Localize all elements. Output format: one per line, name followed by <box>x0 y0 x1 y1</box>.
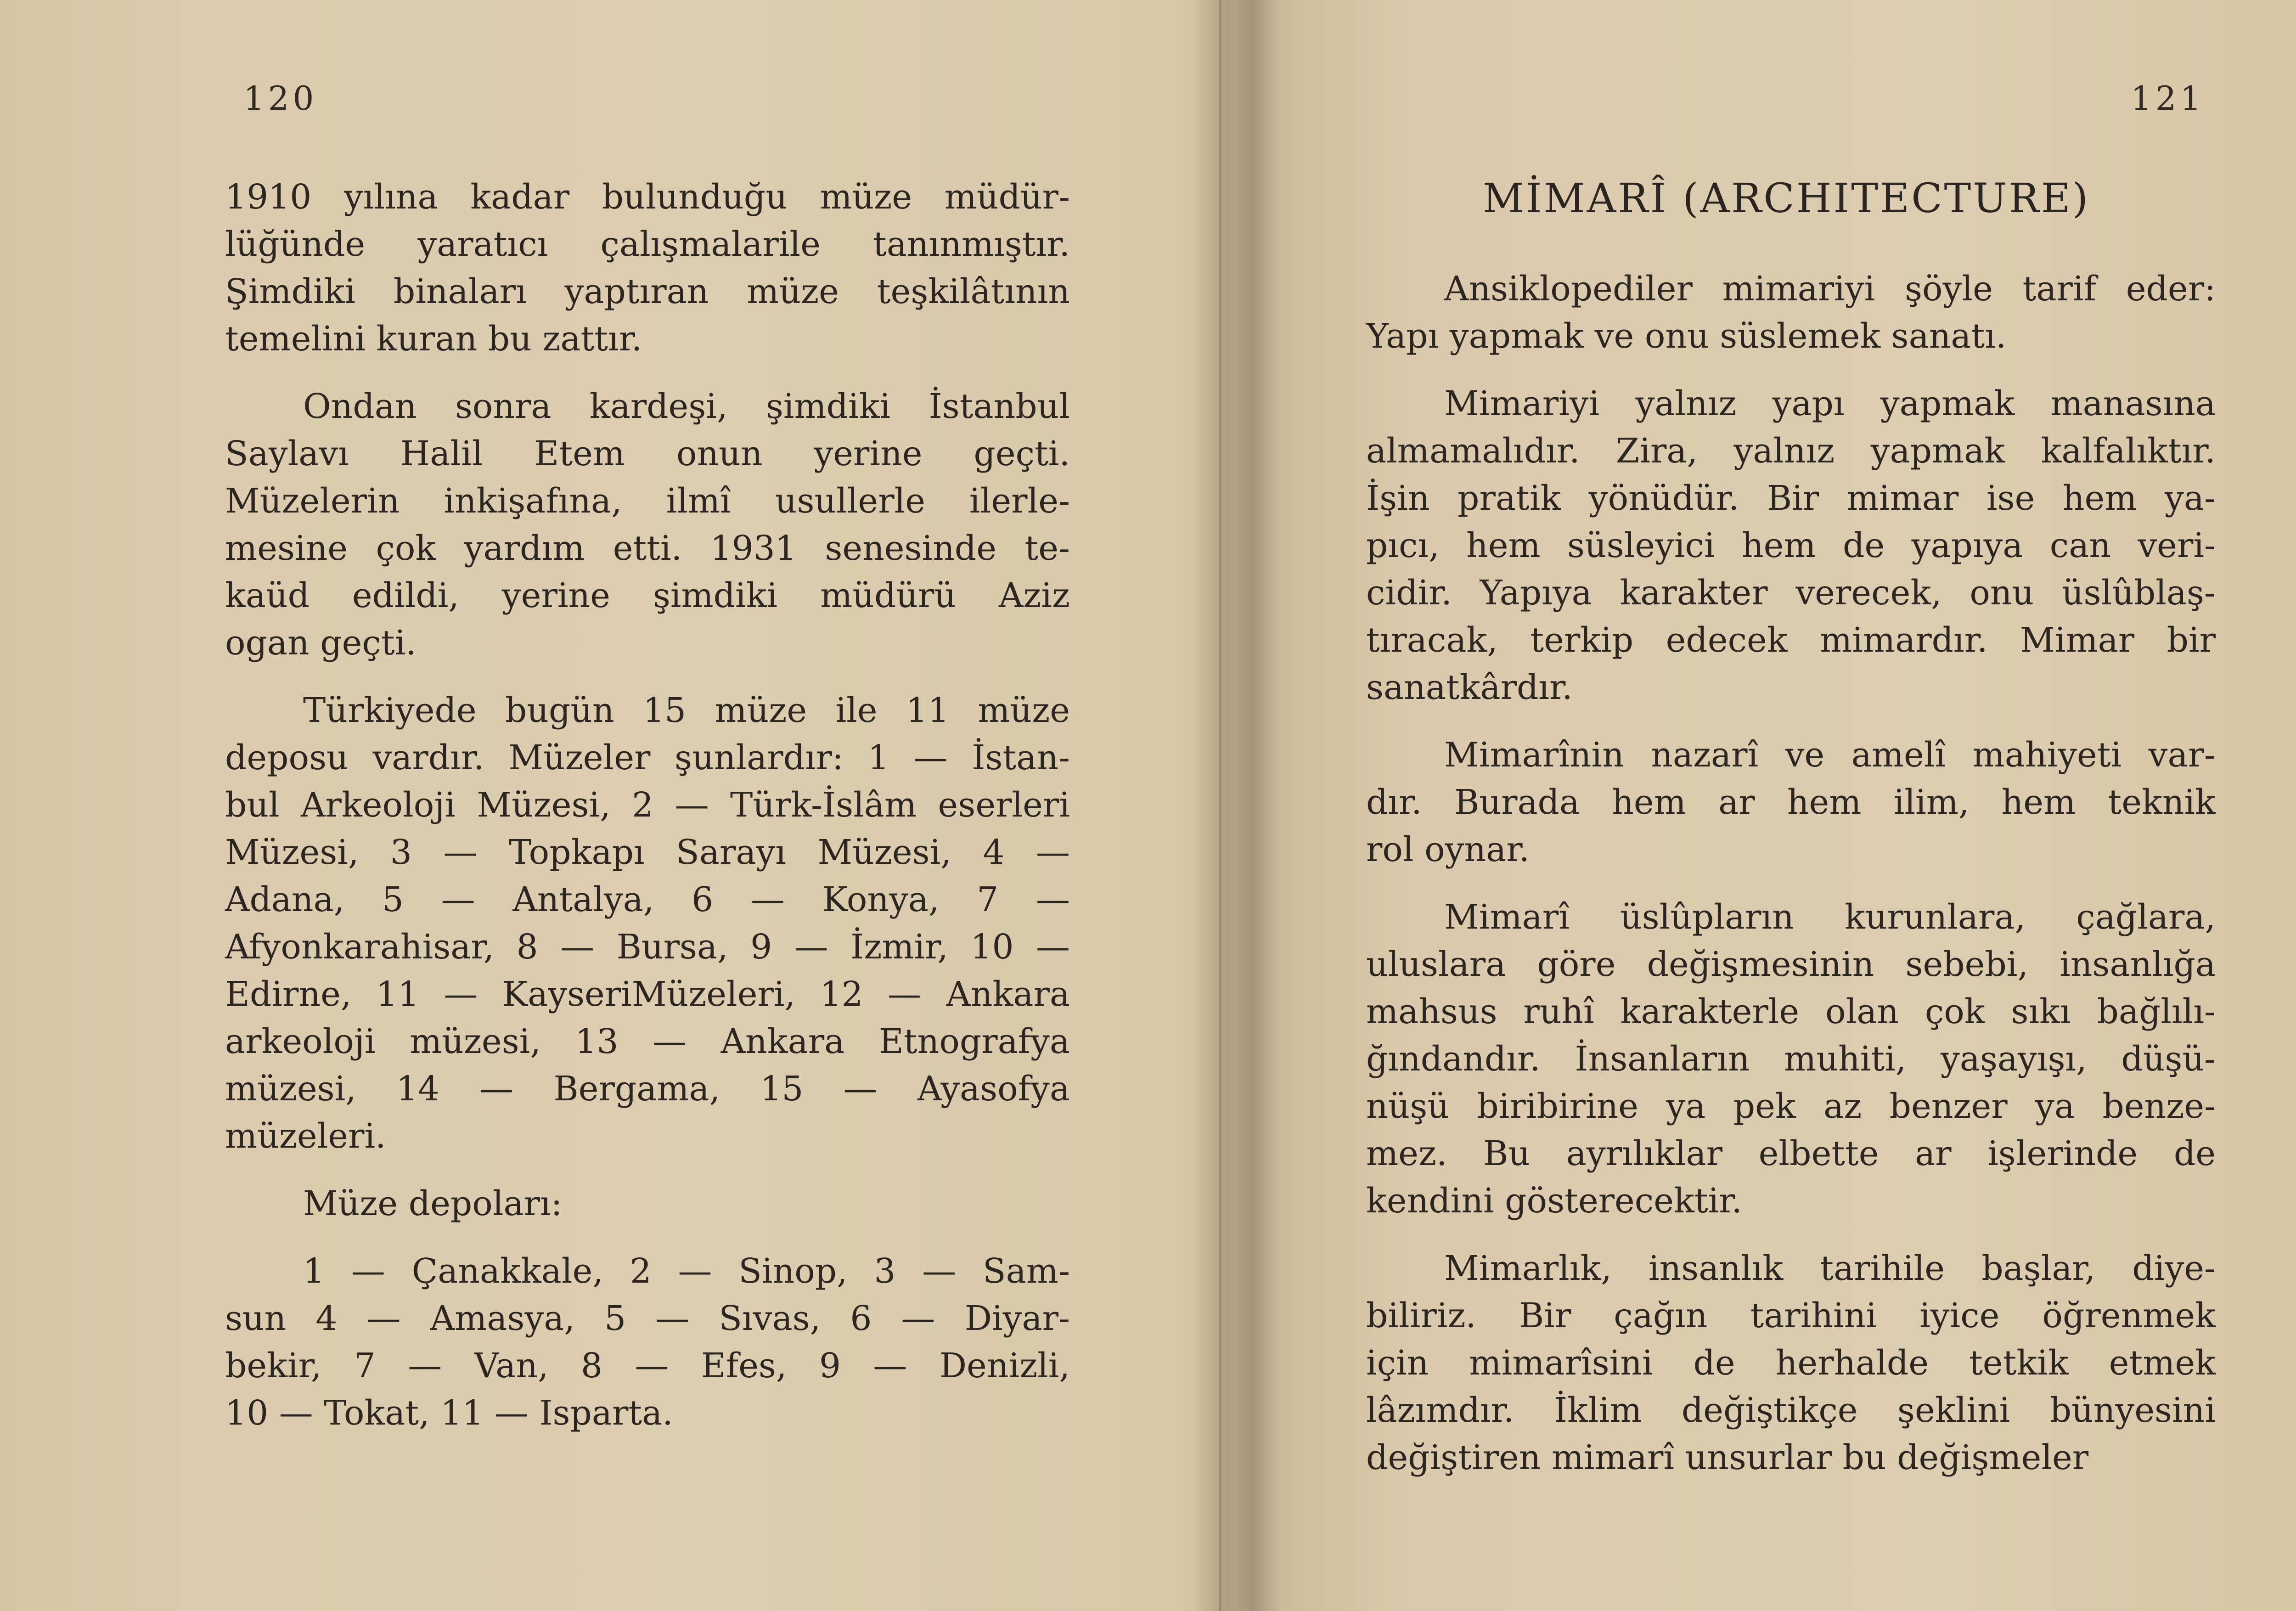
paragraph <box>1366 732 2216 873</box>
text-line: Müzesi, 3 — Topkapı Sarayı Müzesi, 4 — <box>225 833 1070 872</box>
text-line: sanatkârdır. <box>1366 668 1573 707</box>
paragraph <box>225 383 1070 667</box>
text-line: İşin pratik yönüdür. Bir mimar ise hem ya- <box>1366 479 2216 518</box>
paragraph <box>225 174 1070 363</box>
text-line: Ansiklopediler mimariyi şöyle tarif eder: <box>1444 269 2216 309</box>
paragraph <box>225 687 1070 1160</box>
book-gutter <box>1219 0 1222 1611</box>
text-line: sun 4 — Amasya, 5 — Sıvas, 6 — Diyar- <box>225 1299 1070 1338</box>
text-line: deposu vardır. Müzeler şunlardır: 1 — İstan- <box>225 738 1070 777</box>
text-line: ogan geçti. <box>225 623 416 663</box>
text-line: Müze depoları: <box>303 1184 563 1223</box>
text-line: Yapı yapmak ve onu süslemek sanatı. <box>1366 316 2007 356</box>
page-number-left: 120 <box>243 79 318 118</box>
chapter-title: MİMARÎ (ARCHITECTURE) <box>1482 175 2090 222</box>
text-line: değiştiren mimarî unsurlar bu değişmeler <box>1366 1438 2089 1477</box>
text-line: kaüd edildi, yerine şimdiki müdürü Aziz <box>225 576 1070 615</box>
gutter-shadow <box>1194 0 1258 1611</box>
text-line: Adana, 5 — Antalya, 6 — Konya, 7 — <box>225 880 1070 919</box>
text-line: rol oynar. <box>1366 830 1530 869</box>
text-line: Mimarlık, insanlık tarihile başlar, diye- <box>1444 1249 2216 1288</box>
text-line: Ondan sonra kardeşi, şimdiki İstanbul <box>303 387 1070 426</box>
text-line: temelini kuran bu zattır. <box>225 319 642 359</box>
text-line: bekir, 7 — Van, 8 — Efes, 9 — Denizli, <box>225 1346 1070 1386</box>
text-line: Edirne, 11 — KayseriMüzeleri, 12 — Ankara <box>225 974 1070 1014</box>
right-page-body <box>1366 265 2216 1502</box>
text-line: Türkiyede bugün 15 müze ile 11 müze <box>303 691 1070 730</box>
paragraph <box>225 1248 1070 1437</box>
paragraph <box>225 1180 1070 1228</box>
left-page-body <box>225 174 1070 1457</box>
page-number-right: 121 <box>2131 79 2205 118</box>
text-line: Saylavı Halil Etem onun yerine geçti. <box>225 434 1070 473</box>
text-line: Mimarînin nazarî ve amelî mahiyeti var- <box>1444 735 2216 775</box>
paragraph <box>1366 380 2216 711</box>
text-line: Müzelerin inkişafına, ilmî usullerle ilerle- <box>225 481 1070 521</box>
text-line: ğındandır. İnsanların muhiti, yaşayışı, düşü- <box>1366 1039 2216 1079</box>
text-line: müzeleri. <box>225 1116 386 1156</box>
text-line: bul Arkeoloji Müzesi, 2 — Türk-İslâm eserleri <box>225 785 1070 825</box>
text-line: cidir. Yapıya karakter verecek, onu üslûblaş- <box>1366 573 2216 613</box>
text-line: müzesi, 14 — Bergama, 15 — Ayasofya <box>225 1069 1070 1109</box>
text-line: 1 — Çanakkale, 2 — Sinop, 3 — Sam- <box>303 1251 1070 1291</box>
text-line: almamalıdır. Zira, yalnız yapmak kalfalıktır. <box>1366 431 2216 471</box>
text-line: mahsus ruhî karakterle olan çok sıkı bağlılı- <box>1366 992 2216 1031</box>
text-line: 10 — Tokat, 11 — Isparta. <box>225 1393 673 1433</box>
text-line: kendini gösterecektir. <box>1366 1181 1743 1221</box>
text-line: mesine çok yardım etti. 1931 senesinde te- <box>225 529 1070 568</box>
text-line: Mimariyi yalnız yapı yapmak manasına <box>1444 384 2216 423</box>
text-line: Şimdiki binaları yaptıran müze teşkilâtının <box>225 272 1070 311</box>
paragraph <box>1366 265 2216 360</box>
text-line: uluslara göre değişmesinin sebebi, insanlığa <box>1366 945 2216 984</box>
text-line: arkeoloji müzesi, 13 — Ankara Etnografya <box>225 1022 1070 1061</box>
text-line: Mimarî üslûpların kurunlara, çağlara, <box>1444 897 2216 937</box>
text-line: lâzımdır. İklim değiştikçe şeklini bünyesini <box>1366 1391 2216 1430</box>
text-line: lüğünde yaratıcı çalışmalarile tanınmıştır. <box>225 225 1070 264</box>
text-line: nüşü biribirine ya pek az benzer ya benze- <box>1366 1087 2216 1126</box>
text-line: Afyonkarahisar, 8 — Bursa, 9 — İzmir, 10 — <box>225 927 1070 967</box>
text-line: mez. Bu ayrılıklar elbette ar işlerinde de <box>1366 1134 2216 1173</box>
text-line: için mimarîsini de herhalde tetkik etmek <box>1366 1343 2216 1383</box>
text-line: biliriz. Bir çağın tarihini iyice öğrenmek <box>1366 1296 2216 1335</box>
text-line: 1910 yılına kadar bulunduğu müze müdür- <box>225 177 1070 217</box>
text-line: tıracak, terkip edecek mimardır. Mimar bir <box>1366 620 2216 660</box>
paragraph <box>1366 894 2216 1225</box>
paragraph <box>1366 1245 2216 1481</box>
text-line: dır. Burada hem ar hem ilim, hem teknik <box>1366 783 2216 822</box>
text-line: pıcı, hem süsleyici hem de yapıya can veri- <box>1366 526 2216 565</box>
